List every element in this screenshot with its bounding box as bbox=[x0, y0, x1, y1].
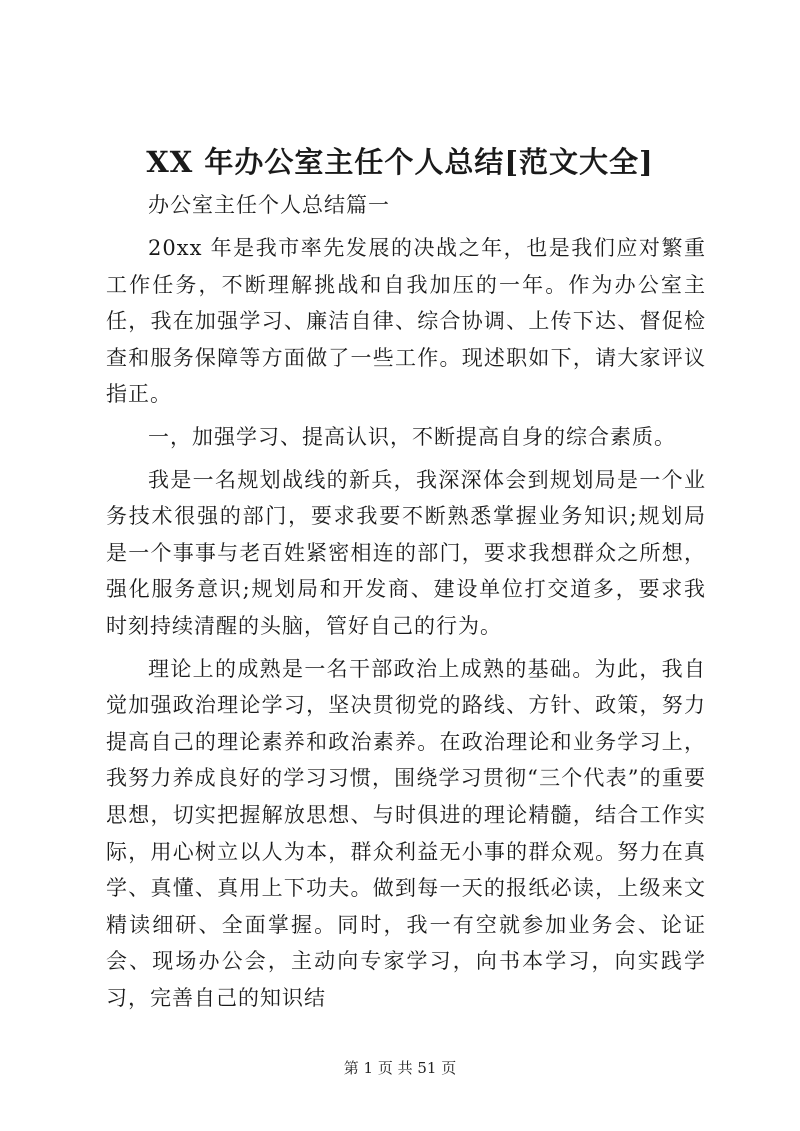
section-subheading: 办公室主任个人总结篇一 bbox=[148, 193, 390, 217]
paragraph-intro: 20xx 年是我市率先发展的决战之年，也是我们应对繁重工作任务，不断理解挑战和自我加压的一年。作为办公室主任，我在加强学习、廉洁自律、综合协调、上传下达、督促检查和服务保障等方面做了一些工作。现述职如下，请大家评议指正。 bbox=[106, 236, 706, 407]
paragraph-heading-one: 一，加强学习、提高认识，不断提高自身的综合素质。 bbox=[148, 424, 676, 449]
document-body bbox=[106, 190, 706, 1022]
document-title: XX 年办公室主任个人总结[范文大全] bbox=[146, 145, 654, 179]
page-number-footer: 第 1 页 共 51 页 bbox=[343, 1059, 457, 1077]
paragraph-planning: 我是一名规划战线的新兵，我深深体会到规划局是一个业务技术很强的部门，要求我要不断熟悉掌握业务知识;规划局是一个事事与老百姓紧密相连的部门，要求我想群众之所想，强化服务意识;规划局和开发商、建设单位打交道多，要求我时刻持续清醒的头脑，管好自己的行为。 bbox=[106, 467, 706, 638]
paragraph-theory: 理论上的成熟是一名干部政治上成熟的基础。为此，我自觉加强政治理论学习，坚决贯彻党的路线、方针、政策，努力提高自己的理论素养和政治素养。在政治理论和业务学习上，我努力养成良好的学习习惯，围绕学习贯彻“三个代表”的重要思想，切实把握解放思想、与时俱进的理论精髓，结合工作实际，用心树立以人为本，群众利益无小事的群众观。努力在真学、真懂、真用上下功夫。做到每一天的报纸必读，上级来文精读细研、全面掌握。同时，我一有空就参加业务会、论证会、现场办公会，主动向专家学习，向书本学习，向实践学习，完善自己的知识结 bbox=[106, 656, 706, 1010]
